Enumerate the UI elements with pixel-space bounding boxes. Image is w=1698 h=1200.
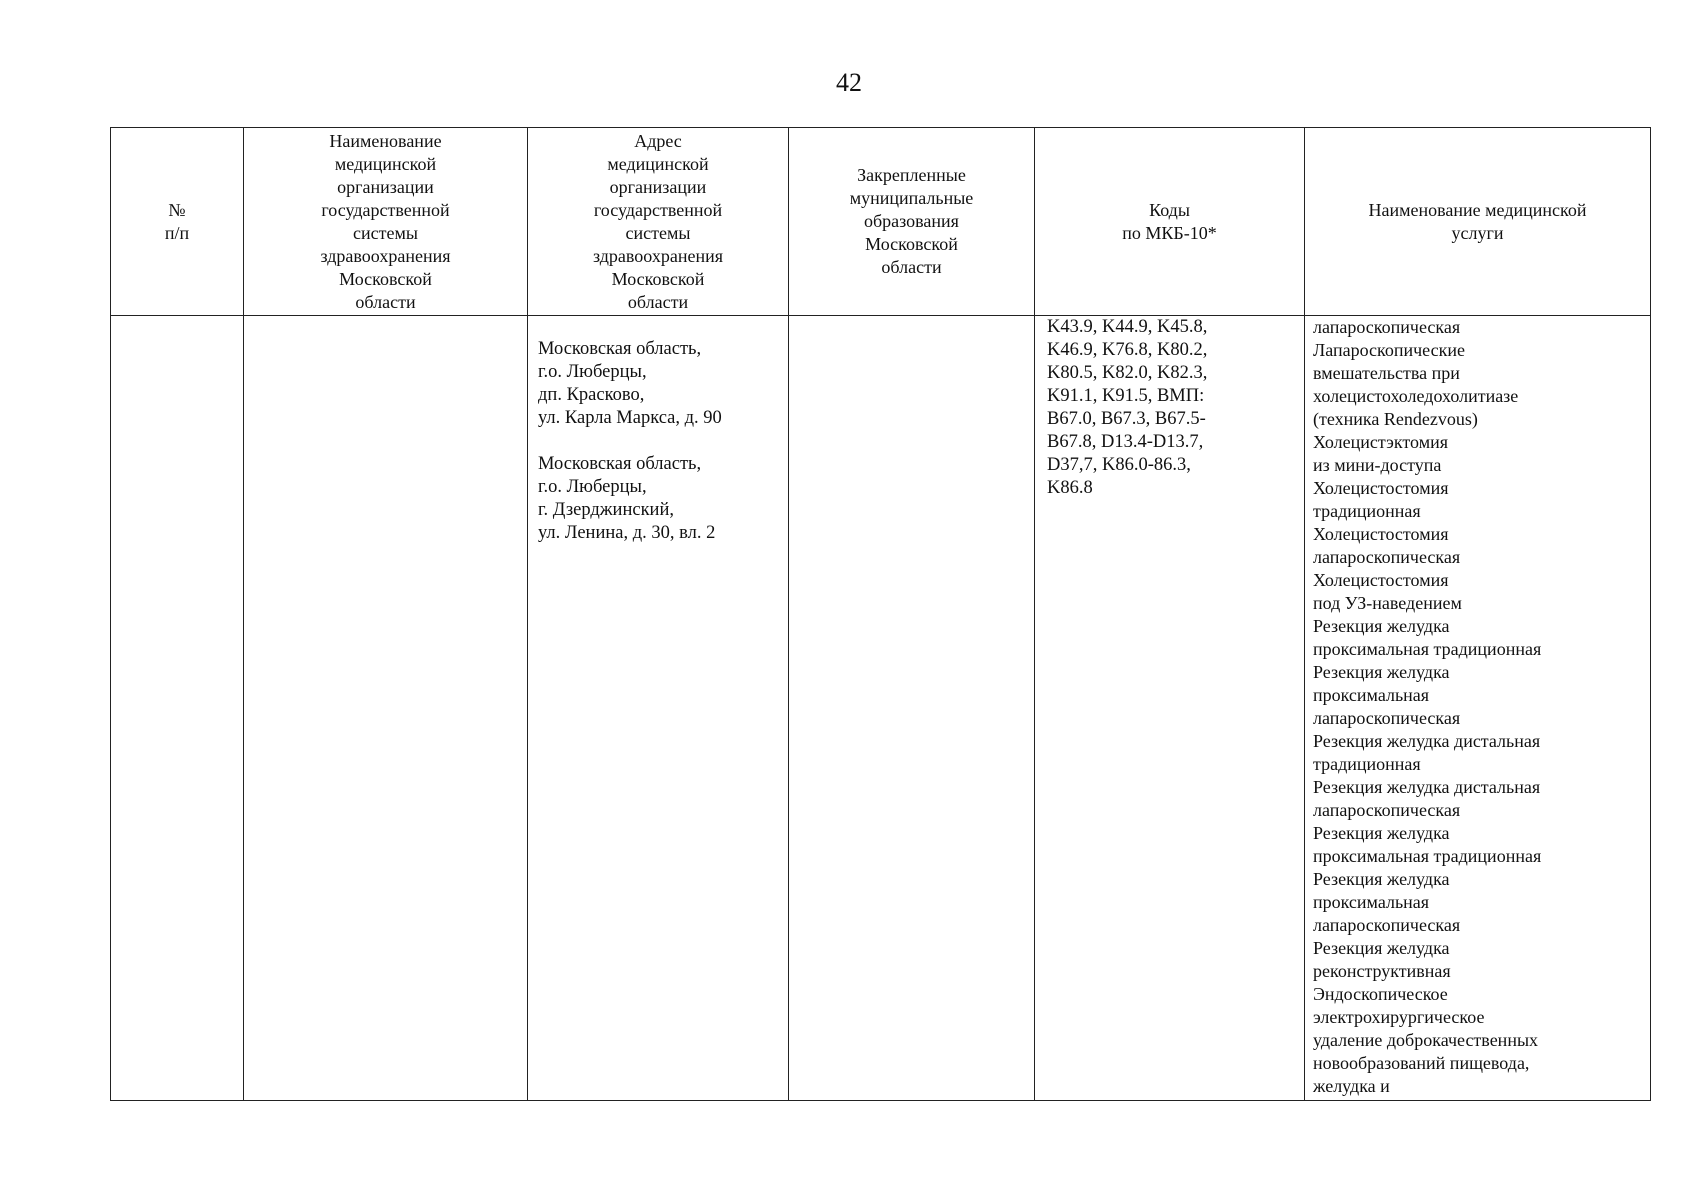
text-line: лапароскопическая [1313,317,1461,337]
text-line: Эндоскопическое [1313,984,1448,1004]
text-line: традиционная [1313,501,1421,521]
address-line: г.о. Люберцы, [538,362,647,382]
address-gap [538,430,788,453]
header-municipalities [789,128,1035,316]
text-line: Холецистостомия [1313,570,1449,590]
text-line: услуги [1451,222,1504,243]
text-line: желудка и [1313,1076,1390,1096]
text-line: муниципальные [849,188,974,208]
address-line: Московская область, [538,454,702,474]
text-line: Московской [865,234,958,254]
text-line: по МКБ-10* [1122,222,1217,243]
text-line: Резекция желудка [1313,869,1450,889]
header-organization-address [528,128,789,316]
text-line: № [168,199,186,220]
table-row [111,316,1651,1101]
text-line: Наименование [329,130,442,151]
text-line: Резекция желудка дистальная [1313,777,1541,797]
text-line: области [627,291,689,312]
text-line: системы [353,222,418,243]
text-line: государственной [321,199,450,220]
text-line: Резекция желудка [1313,823,1450,843]
cell-municipalities [789,316,1035,1101]
text-line: Адрес [634,130,682,151]
text-line: удаление доброкачественных [1313,1030,1539,1050]
text-line: здравоохранения [320,245,451,266]
text-line: (техника Rendezvous) [1313,409,1478,429]
text-line: организации [609,176,707,197]
text-line: Резекция желудка [1313,616,1450,636]
text-line: K91.1, K91.5, ВМП: [1047,386,1205,406]
text-line: государственной [593,199,723,220]
text-line: B67.0, B67.3, B67.5- [1047,409,1206,429]
address-line: г. Дзерджинский, [538,500,674,520]
text-line: области [355,291,416,312]
text-line: лапароскопическая [1313,915,1461,935]
text-line: лапароскопическая [1313,547,1461,567]
cell-number [111,316,244,1101]
table-header-row [111,128,1651,316]
text-line: проксимальная традиционная [1313,846,1542,866]
cell-organization-name [244,316,528,1101]
text-line: организации [337,176,434,197]
text-line: новообразований пищевода, [1313,1053,1530,1073]
header-service-name [1305,128,1651,316]
text-line: B67.8, D13.4-D13.7, [1047,432,1204,452]
text-line: K86.8 [1047,478,1093,498]
text-line: Холецистостомия [1313,478,1449,498]
text-line: Коды [1149,199,1190,220]
text-line: Резекция желудка [1313,938,1450,958]
text-line: D37,7, K86.0-86.3, [1047,455,1191,475]
text-line: Лапароскопические [1313,340,1465,360]
text-line: Резекция желудка дистальная [1313,731,1541,751]
text-line: Закрепленные [857,165,966,185]
text-line: Резекция желудка [1313,662,1450,682]
address-line: дп. Красково, [538,385,645,405]
text-line: вмешательства при [1313,363,1460,383]
text-line: Московской [339,268,432,289]
cell-address [528,316,789,1101]
text-line: под УЗ-наведением [1313,593,1462,613]
text-line: Московской [611,268,705,289]
text-line: медицинской [334,153,437,174]
text-line: проксимальная [1313,685,1430,705]
page-number: 42 [836,68,862,97]
text-line: образования [864,211,959,231]
cell-service-names [1305,316,1651,1101]
text-line: электрохирургическое [1313,1007,1485,1027]
text-line: здравоохранения [592,245,724,266]
text-line: медицинской [607,153,709,174]
text-line: Наименование медицинской [1368,199,1587,220]
text-line: п/п [164,222,190,243]
address-block [538,453,788,545]
text-line: проксимальная [1313,892,1430,912]
document-table [110,127,1651,1101]
header-icd10-codes [1035,128,1305,316]
address-line: Московская область, [538,339,702,359]
text-line: системы [625,222,691,243]
address-block [538,338,788,430]
text-line: из мини-доступа [1313,455,1442,475]
text-line: проксимальная традиционная [1313,639,1542,659]
text-line: Холецистэктомия [1313,432,1448,452]
address-line: г.о. Люберцы, [538,477,647,497]
text-line: лапароскопическая [1313,708,1461,728]
text-line: холецистохоледохолитиазе [1313,386,1519,406]
text-line: области [881,257,942,277]
text-line: лапароскопическая [1313,800,1461,820]
text-line: K43.9, K44.9, K45.8, [1047,317,1208,337]
text-line: реконструктивная [1313,961,1451,981]
text-line: K46.9, K76.8, K80.2, [1047,340,1208,360]
cell-icd10-codes [1035,316,1305,1101]
header-organization-name [244,128,528,316]
text-line: Холецистостомия [1313,524,1449,544]
address-line: ул. Карла Маркса, д. 90 [538,408,722,428]
header-number [111,128,244,316]
text-line: K80.5, K82.0, K82.3, [1047,363,1208,383]
address-line: ул. Ленина, д. 30, вл. 2 [538,523,716,543]
text-line: традиционная [1313,754,1421,774]
